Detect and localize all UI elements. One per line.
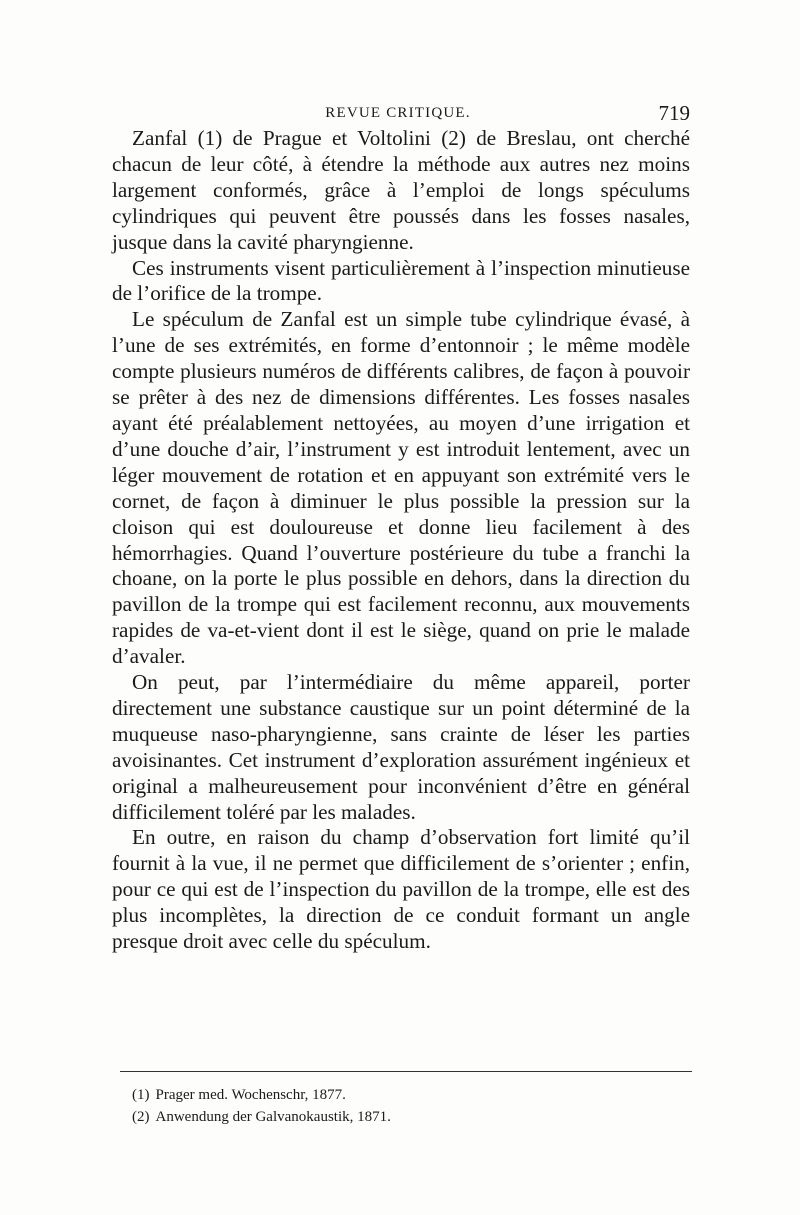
footnote-text: Anwendung der Galvanokaustik, 1871.	[155, 1109, 391, 1125]
running-head: REVUE CRITIQUE.	[325, 105, 471, 121]
paragraph: Le spéculum de Zanfal est un simple tube cylindrique évasé, à l’une de ses extrémités, en forme d’entonnoir ; le même modèle compte plusieurs numéros de différents calibres, de façon à pouvoir se prêter à des nez de dimensions différentes. Les fosses nasales ayant été préalablement nettoyées, au moyen d’une irrigation et d’une douche d’air, l’instrument y est introduit lentement, avec un léger mouvement de rotation et en appuyant son extrémité vers le cornet, de façon à diminuer le plus possible la pression sur la cloison qui est douloureuse et donne lieu facilement à des hémorrhagies. Quand l’ouverture postérieure du tube a franchi la choane, on la porte le plus possible en dehors, dans la direction du pavillon de la trompe qui est facilement reconnu, aux mouvements rapides de va-et-vient dont il est le siège, quand on prie le malade d’avaler.	[112, 307, 690, 669]
footnote	[124, 1084, 684, 1106]
page-number: 719	[658, 101, 690, 125]
paragraph: En outre, en raison du champ d’observation fort limité qu’il fournit à la vue, il ne permet que difficilement de s’orienter ; enfin, pour ce qui est de l’inspection du pavillon de la trompe, elle est des plus incomplètes, la direction de ce conduit formant un angle presque droit avec celle du spéculum.	[112, 825, 690, 954]
body-text	[112, 126, 690, 955]
footnote-text: Prager med. Wochenschr, 1877.	[155, 1087, 346, 1103]
footnotes	[124, 1084, 684, 1128]
footnote-label: (2)	[132, 1109, 150, 1125]
paragraph: Ces instruments visent particulièrement à l’inspection minutieuse de l’orifice de la trompe.	[112, 255, 690, 306]
paragraph: Zanfal (1) de Prague et Voltolini (2) de Breslau, ont cherché chacun de leur côté, à étendre la méthode aux autres nez moins largement conformés, grâce à l’emploi de longs spéculums cylindriques qui peuvent être poussés dans les fosses nasales, jusque dans la cavité pharyngienne.	[112, 126, 690, 254]
footnote	[124, 1106, 684, 1128]
page-header	[112, 101, 690, 129]
footnote-divider	[120, 1071, 692, 1072]
paragraph: On peut, par l’intermédiaire du même appareil, porter directement une substance caustique sur un point déterminé de la muqueuse naso-pharyngienne, sans crainte de léser les parties avoisinantes. Cet instrument d’exploration assurément ingénieux et original a malheureusement pour inconvénient d’être en général difficilement toléré par les malades.	[112, 670, 690, 824]
footnote-label: (1)	[132, 1087, 150, 1103]
